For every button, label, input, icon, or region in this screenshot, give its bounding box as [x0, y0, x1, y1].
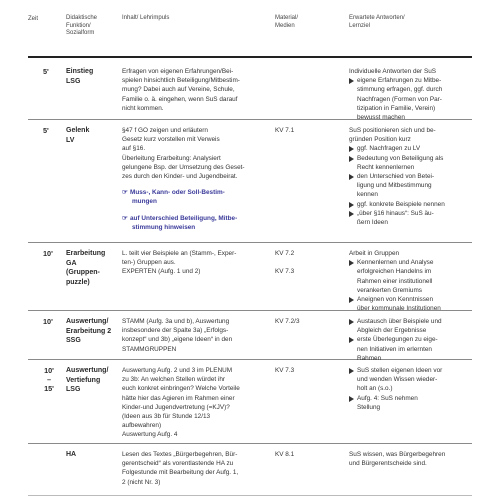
bullet-line: den Unterschied von Betei-: [357, 173, 435, 181]
bullet-line: bewusst machen: [357, 114, 405, 122]
bullet-line: erste Überlegungen zu eige-: [357, 336, 438, 344]
inhalt-cell: [122, 450, 272, 487]
zeit-cell: 10': [43, 249, 53, 258]
bullet-line: ligung und Mitbestimmung: [357, 182, 432, 190]
triangle-bullet-icon: [349, 337, 354, 343]
triangle-bullet-icon: [349, 260, 354, 266]
erwartete-cell: [349, 67, 474, 122]
bullet-item: [349, 258, 474, 295]
triangle-bullet-icon: [349, 146, 354, 152]
erwartete-cell: [349, 126, 474, 227]
inhalt-line: Gesetz kurz vorstellen mit Verweis: [122, 136, 220, 144]
erwartete-cell: [349, 366, 474, 412]
bullet-item: [349, 335, 474, 363]
inhalt-line: mung? Dabei auch auf Vereine, Schule,: [122, 86, 235, 94]
funktion-line: Erarbeitung 2: [66, 327, 112, 335]
inhalt-line: zes durch den Kinder- und Jugendbeirat.: [122, 173, 238, 181]
funktion-cell: [66, 317, 111, 346]
inhalt-line: aufbewahren): [122, 422, 162, 430]
triangle-bullet-icon: [349, 211, 354, 217]
zeit-cell: [41, 366, 57, 394]
funktion-line: Vertiefung: [66, 376, 101, 384]
funktion-line: SSG: [66, 337, 81, 344]
hint-note: [122, 214, 272, 232]
erwartete-line: Arbeit in Gruppen: [349, 250, 400, 257]
inhalt-line: auf §16.: [122, 145, 146, 153]
inhalt-line: Auswertung Aufg. 2 und 3 im PLENUM: [122, 367, 233, 374]
bullet-line: ggf. Nachfragen zu LV: [357, 145, 421, 153]
bullet-line: Aneignen von Kenntnissen: [357, 296, 434, 304]
funktion-line: Einstieg: [66, 68, 94, 75]
bullet-item: [349, 154, 474, 172]
erwartete-cell: [349, 317, 474, 363]
material-cell: KV 7.3: [275, 367, 295, 374]
row-divider: [28, 443, 472, 444]
bullet-line: erfolgreichen Handelns im: [357, 268, 432, 276]
triangle-bullet-icon: [349, 174, 354, 180]
bullet-line: und wenden Wissen wieder-: [357, 376, 438, 384]
funktion-line: LSG: [66, 77, 81, 85]
triangle-bullet-icon: [349, 297, 354, 303]
bullet-line: Aufg. 4: SuS nehmen: [357, 394, 418, 402]
funktion-line: (Gruppen-: [66, 269, 100, 276]
triangle-bullet-icon: [349, 202, 354, 208]
bullet-line: Rahmen einer institutionell: [357, 277, 433, 285]
funktion-line: Auswertung/: [66, 367, 109, 374]
bullet-item: [349, 172, 474, 200]
erwartete-line: gründen Position kurz: [349, 136, 411, 144]
material-line: KV 7.3: [275, 268, 295, 276]
bullet-item: [349, 394, 474, 412]
erwartete-line: und Bürgerentscheide sind.: [349, 460, 427, 468]
bullet-item: [349, 144, 474, 153]
bullet-line: Rahmen: [357, 354, 382, 362]
material-cell: [275, 249, 294, 276]
inhalt-line: hätte hier das Agieren im Rahmen einer: [122, 394, 235, 402]
triangle-bullet-icon: [349, 396, 354, 402]
bullet-line: SuS stellen eigenen Ideen vor: [357, 367, 443, 374]
erwartete-line: Individuelle Antworten der SuS: [349, 68, 437, 75]
col-header-erwartete: Erwartete Antworten/ Lernziel: [349, 15, 405, 29]
material-cell: KV 8.1: [275, 451, 295, 458]
bullet-line: Kennenlernen und Analyse: [357, 259, 434, 267]
note-line: stimmung hinweisen: [132, 223, 196, 231]
bullet-line: holt an (s.o.): [357, 385, 393, 393]
bullet-item: [349, 366, 474, 394]
inhalt-line: STAMMGRUPPEN: [122, 345, 177, 353]
hint-note: [122, 188, 272, 206]
funktion-line: LV: [66, 136, 75, 144]
inhalt-line: Folgestunde mit Bearbeitung der Aufg. 1,: [122, 469, 239, 477]
hint-icon: ☞: [122, 189, 128, 197]
bullet-item: [349, 76, 474, 122]
triangle-bullet-icon: [349, 156, 354, 162]
zeit-cell: 5': [43, 126, 49, 135]
inhalt-line: konzept“ und 3b) „eigene Ideen“ in den: [122, 336, 233, 344]
bullet-line: „über §16 hinaus“: SuS äu-: [357, 209, 434, 217]
inhalt-cell: [122, 317, 272, 354]
material-cell: KV 7.1: [275, 127, 295, 134]
inhalt-cell: [122, 366, 272, 440]
funktion-line: GA: [66, 259, 77, 267]
bullet-line: Bedeutung von Beteiligung als: [357, 154, 444, 162]
bullet-line: Recht kennenlernen: [357, 163, 415, 171]
bullet-line: Abgleich der Ergebnisse: [357, 327, 427, 335]
zeit-line: 10': [44, 366, 54, 375]
bullet-line: kennen: [357, 191, 378, 199]
inhalt-line: Lesen des Textes „Bürgerbegehren, Bür-: [122, 451, 238, 458]
inhalt-line: gelungene Bsp. der Umsetzung des Geset-: [122, 163, 245, 171]
header-rule: [28, 56, 472, 58]
triangle-bullet-icon: [349, 319, 354, 325]
inhalt-line: ten-) Gruppen aus.: [122, 259, 176, 267]
inhalt-line: spielen hinsichtlich Beteiligung/Mitbestim-: [122, 77, 240, 85]
inhalt-cell: [122, 67, 272, 113]
bullet-line: stimmung erfragen, ggf. durch: [357, 86, 443, 94]
funktion-cell: HA: [66, 451, 77, 458]
bullet-line: verankerten Gremiums: [357, 286, 422, 294]
bullet-line: ggf. konkrete Beispiele nennen: [357, 200, 445, 208]
bullet-item: [349, 317, 474, 335]
col-header-zeit: Zeit: [28, 16, 39, 22]
inhalt-cell: [122, 126, 272, 232]
inhalt-line: §47 f GO zeigen und erläutern: [122, 127, 208, 134]
bullet-line: über kommunale Institutionen: [357, 305, 441, 313]
bullet-line: nen Initiativen im erlernten: [357, 345, 432, 353]
triangle-bullet-icon: [349, 368, 354, 374]
col-header-inhalt: Inhalt/ Lehrimpuls: [122, 15, 170, 21]
funktion-cell: [66, 126, 89, 145]
inhalt-line: insbesondere der Spalte 3a) „Erfolgs-: [122, 327, 229, 335]
inhalt-line: zu 3b: An welchen Stellen würdet ihr: [122, 376, 226, 384]
erwartete-line: SuS positionieren sich und be-: [349, 127, 436, 134]
table-bottom-rule: [28, 495, 472, 496]
inhalt-line: gerentscheid“ als vorentlastende HA zu: [122, 460, 234, 468]
zeit-cell: 10': [43, 317, 53, 326]
bullet-line: ßern Ideen: [357, 219, 388, 227]
inhalt-line: Erfragen von eigenen Erfahrungen/Bei-: [122, 68, 234, 75]
funktion-line: puzzle): [66, 278, 90, 286]
funktion-line: Auswertung/: [66, 318, 109, 325]
col-header-funktion: Didaktische Funktion/ Sozialform: [66, 15, 98, 36]
funktion-line: Erarbeitung: [66, 250, 106, 257]
erwartete-line: SuS wissen, was Bürgerbegehren: [349, 451, 446, 458]
inhalt-line: EXPERTEN (Aufg. 1 und 2): [122, 268, 201, 276]
material-cell: KV 7.2/3: [275, 318, 300, 325]
inhalt-line: Überleitung Erarbeitung: Analysiert: [122, 154, 221, 162]
note-line: mungen: [132, 198, 157, 206]
bullet-line: Nachfragen (Formen von Par-: [357, 95, 442, 103]
inhalt-line: (Ideen aus 3b für Stunde 12/13: [122, 413, 211, 421]
zeit-line: 15': [44, 384, 54, 394]
inhalt-line: euch konkret einbringen? Welche Vorteile: [122, 385, 240, 393]
note-line: Muss-, Kann- oder Soll-Bestim-: [130, 189, 225, 197]
zeit-cell: 5': [43, 67, 49, 76]
inhalt-cell: [122, 249, 272, 277]
funktion-cell: [66, 67, 93, 86]
bullet-item: [349, 295, 474, 313]
row-divider: [28, 242, 472, 243]
inhalt-line: L. teilt vier Beispiele an (Stamm-, Exper-: [122, 250, 237, 257]
material-line: KV 7.2: [275, 250, 295, 257]
inhalt-line: Kinder-und Jugendvertretung (=KJV)?: [122, 403, 230, 411]
inhalt-line: Familie o. ä. eingehen, wenn SuS darauf: [122, 95, 238, 103]
bullet-line: Austausch über Beispiele und: [357, 318, 442, 325]
inhalt-line: Auswertung Aufg. 4: [122, 431, 178, 439]
triangle-bullet-icon: [349, 78, 354, 84]
funktion-line: LSG: [66, 386, 81, 393]
funktion-cell: [66, 366, 108, 395]
inhalt-line: STAMM (Aufg. 3a und b), Auswertung: [122, 318, 230, 325]
bullet-line: eigene Erfahrungen zu Mitbe-: [357, 77, 442, 85]
erwartete-cell: [349, 249, 474, 313]
erwartete-cell: [349, 450, 474, 468]
funktion-cell: [66, 249, 105, 287]
bullet-line: tizipation in Familie, Verein): [357, 104, 436, 112]
col-header-material: Material/ Medien: [275, 15, 299, 29]
hint-icon: ☞: [122, 214, 128, 222]
note-line: auf Unterschied Beteiligung, Mitbe-: [130, 214, 238, 222]
inhalt-line: nicht kommen.: [122, 104, 164, 112]
funktion-line: Gelenk: [66, 127, 90, 134]
bullet-line: Stellung: [357, 403, 381, 411]
bullet-item: [349, 209, 474, 227]
bullet-item: [349, 200, 474, 209]
zeit-line: –: [46, 375, 52, 385]
inhalt-line: 2 (nicht Nr. 3): [122, 478, 161, 486]
